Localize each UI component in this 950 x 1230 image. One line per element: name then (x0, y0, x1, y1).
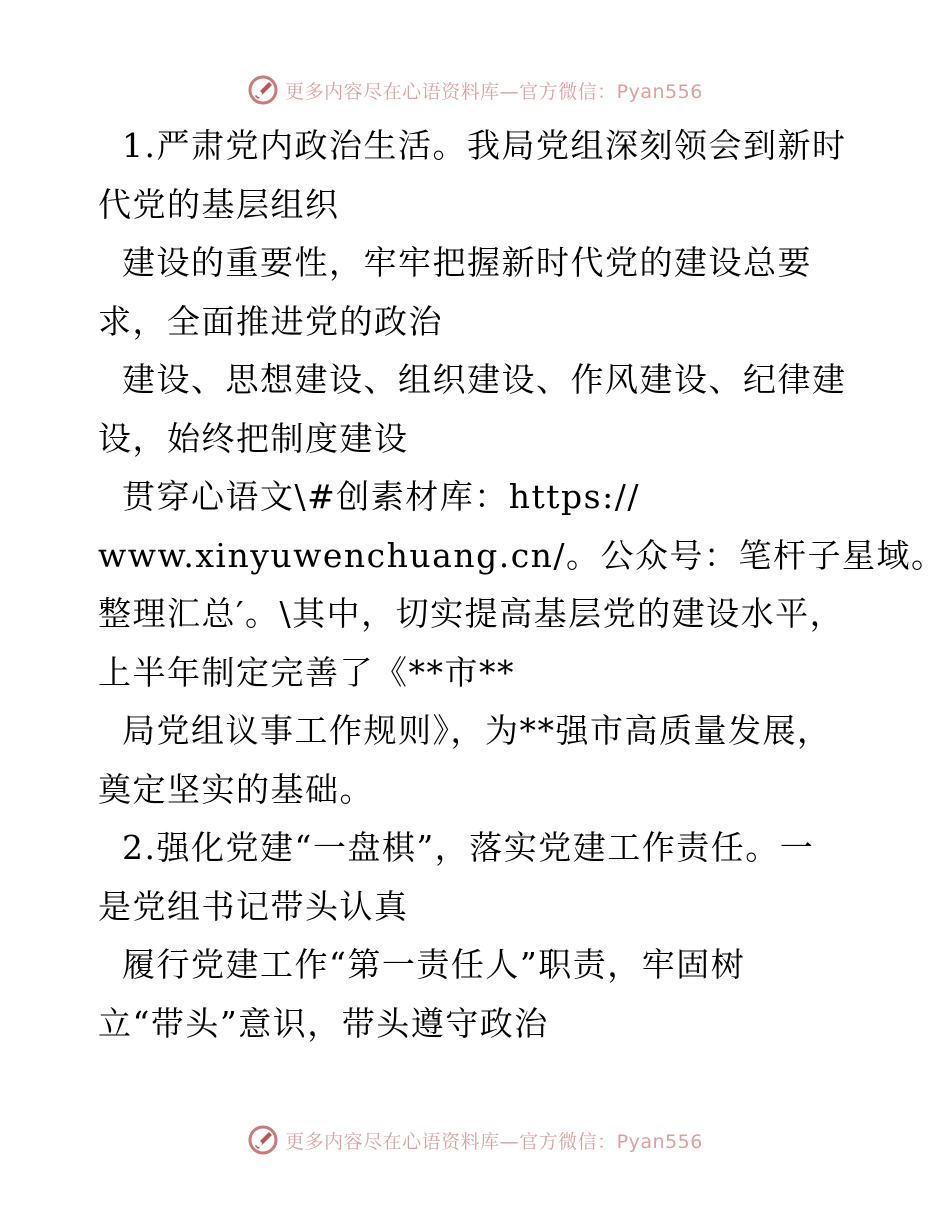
text-line: 设，始终把制度建设 (98, 418, 409, 458)
text-line: 奠定坚实的基础。 (98, 769, 374, 809)
text-line: 贯穿心语文\#创素材库：https:// (98, 477, 640, 516)
text-line: 2.强化党建“一盘棋”，落实党建工作责任。一 (98, 828, 815, 867)
text-line: 立“带头”意识，带头遵守政治 (98, 1003, 549, 1043)
watermark-content (247, 1124, 703, 1156)
text-line: www.xinyuwenchuang.cn/。公众号：笔杆子星域。 (98, 535, 946, 575)
footer-watermark (0, 1120, 950, 1160)
text-line: 建设、思想建设、组织建设、作风建设、纪律建 (98, 360, 847, 399)
text-line: 整理汇总′。\其中，切实提高基层党的建设水平， (98, 594, 845, 633)
document-body (98, 117, 946, 1053)
text-line: 局党组议事工作规则》，为**强市高质量发展， (98, 711, 832, 750)
watermark-content (247, 74, 703, 106)
watermark-logo-icon (247, 74, 279, 106)
text-line: 上半年制定完善了《**市** (98, 652, 515, 692)
watermark-logo-icon (247, 1124, 279, 1156)
text-line: 履行党建工作“第一责任人”职责，牢固树 (98, 945, 746, 984)
text-line: 代党的基层组织 (98, 184, 340, 224)
text-line: 建设的重要性，牢牢把握新时代党的建设总要 (98, 243, 812, 282)
text-line: 1.严肃党内政治生活。我局党组深刻领会到新时 (98, 126, 847, 165)
text-line: 是党组书记带头认真 (98, 886, 409, 926)
text-line: 求，全面推进党的政治 (98, 301, 443, 341)
watermark-text: 更多内容尽在心语资料库—官方微信：Pyan556 (285, 80, 703, 103)
header-watermark (0, 70, 950, 110)
watermark-text: 更多内容尽在心语资料库—官方微信：Pyan556 (285, 1130, 703, 1153)
